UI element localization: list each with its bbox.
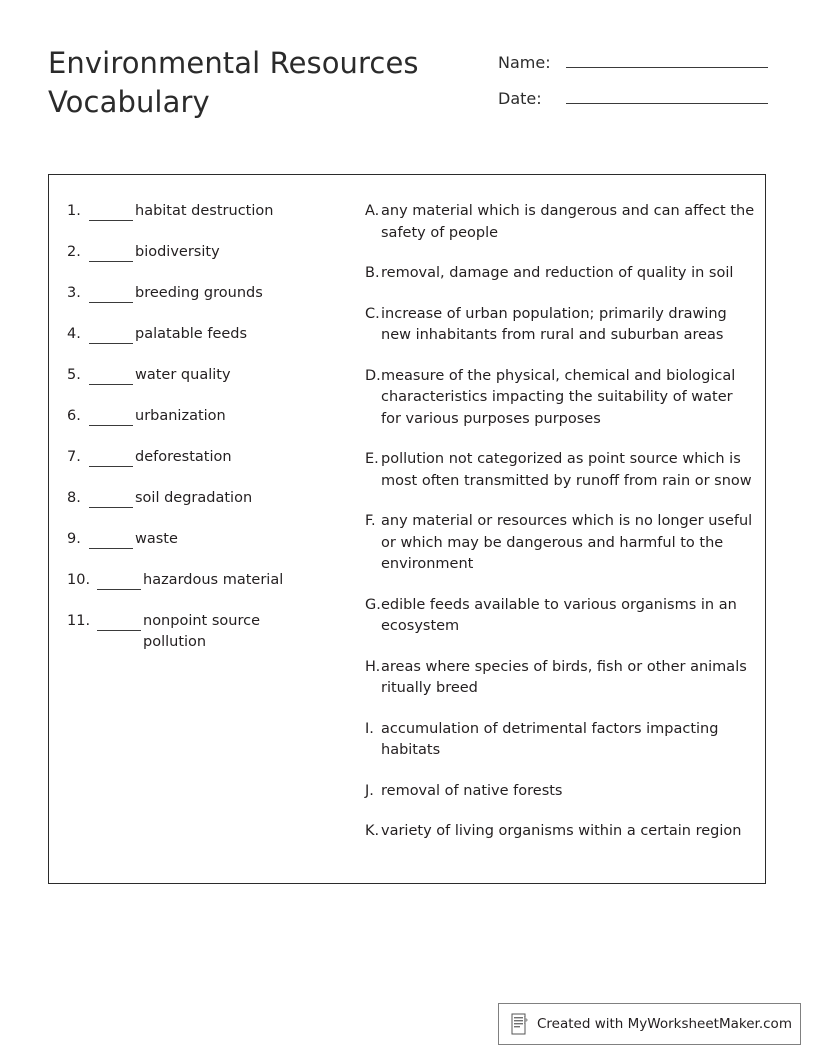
definition-letter: G. (365, 596, 381, 613)
term-label: waste (135, 531, 178, 547)
answer-blank[interactable] (89, 490, 133, 508)
definition-item (365, 595, 755, 638)
definition-item (365, 511, 755, 576)
definition-letter: B. (365, 265, 380, 281)
answer-blank[interactable] (97, 613, 141, 631)
term-item (67, 201, 357, 222)
definition-item (365, 719, 755, 762)
definition-text: pollution not categorized as point source which is most often transmitted by runoff from rain or snow (381, 451, 752, 489)
answer-blank[interactable] (89, 531, 133, 549)
matching-exercise-box (48, 174, 766, 884)
answer-blank[interactable] (89, 326, 133, 344)
definition-text: increase of urban population; primarily drawing new inhabitants from rural and suburban areas (381, 305, 727, 343)
definition-letter: D. (365, 367, 381, 384)
term-number: 7. (67, 449, 81, 465)
page-title: Environmental Resources Vocabulary (48, 46, 419, 119)
definition-letter: I. (365, 720, 374, 737)
term-label: urbanization (135, 408, 226, 424)
term-number: 11. (67, 613, 91, 629)
definition-text: areas where species of birds, fish or other animals ritually breed (381, 658, 747, 696)
term-item (67, 324, 357, 345)
definition-item (365, 449, 755, 492)
term-label: biodiversity (135, 244, 220, 260)
answer-blank[interactable] (89, 203, 133, 221)
term-item (67, 488, 357, 509)
definitions-column (365, 201, 755, 862)
definition-letter: H. (365, 658, 381, 675)
term-item (67, 283, 357, 304)
definition-item (365, 304, 755, 347)
worksheet-maker-badge[interactable] (498, 1003, 801, 1045)
date-input-line[interactable] (566, 86, 768, 104)
definition-letter: F. (365, 513, 376, 529)
definition-item (365, 821, 755, 843)
date-field-row (498, 86, 768, 108)
answer-blank[interactable] (89, 285, 133, 303)
name-field-row (498, 50, 768, 72)
term-item (67, 447, 357, 468)
answer-blank[interactable] (89, 244, 133, 262)
definition-text: removal, damage and reduction of quality in soil (381, 265, 734, 281)
term-number: 8. (67, 490, 81, 506)
date-label: Date: (498, 89, 542, 108)
answer-blank[interactable] (89, 367, 133, 385)
definition-item (365, 366, 755, 431)
name-date-fields (498, 50, 768, 122)
definition-letter: A. (365, 203, 380, 219)
answer-blank[interactable] (89, 449, 133, 467)
definition-item (365, 263, 755, 285)
term-label: deforestation (135, 449, 232, 465)
definition-item (365, 657, 755, 700)
definition-letter: K. (365, 823, 380, 839)
name-input-line[interactable] (566, 50, 768, 68)
term-item (67, 242, 357, 263)
term-label: habitat destruction (135, 203, 274, 219)
term-number: 4. (67, 326, 81, 342)
definition-letter: E. (365, 451, 379, 467)
definition-text: any material or resources which is no longer useful or which may be dangerous and harmful to the environment (381, 513, 753, 572)
term-label: hazardous material (143, 572, 284, 588)
term-number: 5. (67, 367, 81, 383)
term-label: soil degradation (135, 490, 253, 506)
definition-text: any material which is dangerous and can affect the safety of people (381, 203, 755, 241)
answer-blank[interactable] (97, 572, 141, 590)
term-number: 2. (67, 244, 81, 260)
answer-blank[interactable] (89, 408, 133, 426)
definition-item (365, 201, 755, 244)
worksheet-icon (511, 1013, 529, 1035)
term-number: 9. (67, 531, 81, 547)
name-label: Name: (498, 53, 551, 72)
definition-text: edible feeds available to various organisms in an ecosystem (381, 596, 737, 634)
term-label: breeding grounds (135, 285, 263, 301)
term-label: palatable feeds (135, 326, 248, 342)
definition-letter: C. (365, 305, 380, 322)
definition-text: variety of living organisms within a certain region (381, 823, 742, 839)
term-number: 1. (67, 203, 81, 219)
term-number: 3. (67, 285, 81, 301)
worksheet-header (48, 44, 768, 134)
term-item (67, 365, 357, 386)
term-item (67, 406, 357, 427)
definition-text: accumulation of detrimental factors impacting habitats (381, 720, 719, 758)
definition-text: removal of native forests (381, 782, 563, 799)
term-item (67, 611, 357, 653)
term-label: nonpoint source pollution (143, 613, 260, 650)
terms-column (67, 201, 357, 673)
definition-text: measure of the physical, chemical and biological characteristics impacting the suitability of water for various purposes purposes (381, 367, 736, 427)
term-label: water quality (135, 367, 231, 383)
term-item (67, 570, 357, 591)
badge-label: Created with MyWorksheetMaker.com (537, 1016, 792, 1032)
term-number: 6. (67, 408, 81, 424)
term-number: 10. (67, 572, 91, 588)
definition-item (365, 781, 755, 803)
term-item (67, 529, 357, 550)
definition-letter: J. (365, 782, 374, 799)
